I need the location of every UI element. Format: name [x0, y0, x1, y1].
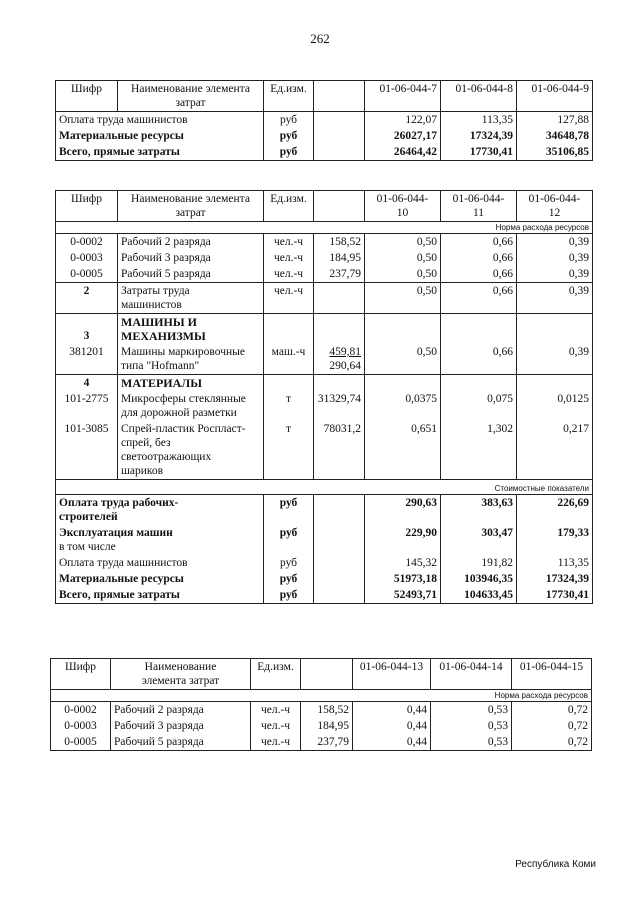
row-value: 0,53	[431, 702, 512, 719]
row-name: Спрей-пластик Роспласт- спрей, без светоотражающих шариков	[118, 421, 264, 480]
row-name: Рабочий 3 разряда	[118, 250, 264, 266]
row-value: 0,075	[441, 391, 517, 421]
row-value: 383,63	[441, 495, 517, 526]
row-value: 113,35	[441, 112, 517, 129]
row-value: 0,72	[512, 702, 592, 719]
row-price: 78031,2	[314, 421, 365, 480]
row-unit: чел.-ч	[264, 266, 314, 283]
row-unit: руб	[264, 555, 314, 571]
cost-row	[56, 555, 593, 571]
row-value: 0,39	[517, 250, 593, 266]
norm-caption-row	[51, 690, 592, 702]
table-row	[56, 344, 593, 375]
row-value: 0,39	[517, 266, 593, 283]
header-col-1: 01-06-044-7	[365, 81, 441, 112]
row-value: 26027,17	[365, 128, 441, 144]
row-value: 0,72	[512, 734, 592, 751]
table-row	[56, 128, 593, 144]
header-col-3: 01-06-044- 12	[517, 191, 593, 222]
row-value: 0,50	[365, 250, 441, 266]
norm-caption-row	[56, 222, 593, 234]
row-value: 17324,39	[441, 128, 517, 144]
row-name: Машины маркировочные типа "Hofmann"	[118, 344, 264, 375]
header-col-2: 01-06-044-14	[431, 659, 512, 690]
row-value: 0,50	[365, 283, 441, 314]
table-row	[56, 391, 593, 421]
row-value: 0,0125	[517, 391, 593, 421]
resource-table-3	[50, 658, 592, 751]
row-value: 0,66	[441, 283, 517, 314]
row-name: Материальные ресурсы	[56, 128, 264, 144]
table-row	[56, 250, 593, 266]
row-code: 2	[56, 283, 118, 314]
header-unit: Ед.изм.	[264, 81, 314, 112]
row-value: 17730,41	[517, 587, 593, 604]
section-header-row	[56, 314, 593, 345]
row-value: 0,66	[441, 344, 517, 375]
row-value: 303,47	[441, 525, 517, 555]
section-code: 3	[56, 314, 118, 345]
header-unit: Ед.изм.	[251, 659, 301, 690]
row-value: 0,44	[353, 718, 431, 734]
header-cipher: Шифр	[56, 81, 118, 112]
row-value: 229,90	[365, 525, 441, 555]
row-price: 459,81 290,64	[314, 344, 365, 375]
row-value: 0,0375	[365, 391, 441, 421]
table-row	[51, 702, 592, 719]
row-unit: чел.-ч	[251, 702, 301, 719]
row-value: 127,88	[517, 112, 593, 129]
row-unit: т	[264, 391, 314, 421]
row-code: 0-0003	[56, 250, 118, 266]
row-value: 0,39	[517, 234, 593, 251]
row-name: Рабочий 5 разряда	[111, 734, 251, 751]
row-value: 191,82	[441, 555, 517, 571]
header-col-3: 01-06-044-15	[512, 659, 592, 690]
row-value: 52493,71	[365, 587, 441, 604]
row-value: 104633,45	[441, 587, 517, 604]
row-name: Затраты труда машинистов	[118, 283, 264, 314]
row-value: 113,35	[517, 555, 593, 571]
header-price	[314, 81, 365, 112]
resource-table-2	[55, 190, 593, 604]
row-unit: чел.-ч	[264, 234, 314, 251]
row-unit: чел.-ч	[251, 734, 301, 751]
table-row	[56, 283, 593, 314]
row-value: 0,53	[431, 734, 512, 751]
row-value: 122,07	[365, 112, 441, 129]
table-header-row	[51, 659, 592, 690]
table-row	[56, 421, 593, 480]
row-value: 0,50	[365, 344, 441, 375]
norm-caption: Норма расхода ресурсов	[56, 222, 593, 234]
section-title: МАШИНЫ И МЕХАНИЗМЫ	[118, 314, 264, 345]
row-value: 0,50	[365, 266, 441, 283]
header-cipher: Шифр	[51, 659, 111, 690]
row-unit: руб	[264, 144, 314, 161]
header-col-2: 01-06-044- 11	[441, 191, 517, 222]
header-cipher: Шифр	[56, 191, 118, 222]
table-header-row	[56, 191, 593, 222]
row-value: 0,66	[441, 266, 517, 283]
row-value: 26464,42	[365, 144, 441, 161]
row-value: 0,39	[517, 344, 593, 375]
row-price: 158,52	[314, 234, 365, 251]
cost-row	[56, 571, 593, 587]
cost-caption-row	[56, 480, 593, 495]
row-value: 145,32	[365, 555, 441, 571]
row-name: Материальные ресурсы	[56, 571, 264, 587]
row-unit: руб	[264, 112, 314, 129]
row-unit: чел.-ч	[264, 250, 314, 266]
table-header-row	[56, 81, 593, 112]
norm-caption: Норма расхода ресурсов	[51, 690, 592, 702]
row-code: 101-3085	[56, 421, 118, 480]
row-name: Эксплуатация машин в том числе	[56, 525, 264, 555]
section-code: 4	[56, 375, 118, 392]
table-row	[51, 734, 592, 751]
row-value: 34648,78	[517, 128, 593, 144]
row-code: 0-0005	[51, 734, 111, 751]
header-price	[301, 659, 353, 690]
table-row	[56, 234, 593, 251]
row-value: 0,66	[441, 234, 517, 251]
row-value: 17730,41	[441, 144, 517, 161]
table-row	[56, 112, 593, 129]
cost-table-1	[55, 80, 593, 161]
table-row	[56, 266, 593, 283]
header-unit: Ед.изм.	[264, 191, 314, 222]
row-price: 184,95	[314, 250, 365, 266]
row-unit: руб	[264, 525, 314, 555]
row-price: 31329,74	[314, 391, 365, 421]
section-header-row	[56, 375, 593, 392]
section-title: МАТЕРИАЛЫ	[118, 375, 264, 392]
header-name: Наименование элемента затрат	[111, 659, 251, 690]
row-name: Рабочий 5 разряда	[118, 266, 264, 283]
row-unit: руб	[264, 571, 314, 587]
row-name: Микросферы стеклянные для дорожной разметки	[118, 391, 264, 421]
header-col-1: 01-06-044- 10	[365, 191, 441, 222]
table-row	[56, 144, 593, 161]
row-value: 0,50	[365, 234, 441, 251]
row-code: 0-0002	[51, 702, 111, 719]
row-unit: руб	[264, 495, 314, 526]
row-value: 226,69	[517, 495, 593, 526]
row-price: 237,79	[314, 266, 365, 283]
row-name: Всего, прямые затраты	[56, 587, 264, 604]
row-code: 0-0002	[56, 234, 118, 251]
header-name: Наименование элемента затрат	[118, 81, 264, 112]
header-name: Наименование элемента затрат	[118, 191, 264, 222]
cost-row	[56, 495, 593, 526]
row-value: 51973,18	[365, 571, 441, 587]
row-value: 0,53	[431, 718, 512, 734]
row-name: Рабочий 3 разряда	[111, 718, 251, 734]
row-value: 17324,39	[517, 571, 593, 587]
row-unit: т	[264, 421, 314, 480]
header-col-3: 01-06-044-9	[517, 81, 593, 112]
cost-row	[56, 525, 593, 555]
row-name: Оплата труда машинистов	[56, 555, 264, 571]
row-price: 158,52	[301, 702, 353, 719]
row-value: 0,72	[512, 718, 592, 734]
row-name: Рабочий 2 разряда	[118, 234, 264, 251]
row-unit: руб	[264, 587, 314, 604]
row-value: 103946,35	[441, 571, 517, 587]
row-unit: маш.-ч	[264, 344, 314, 375]
row-value: 0,651	[365, 421, 441, 480]
row-value: 35106,85	[517, 144, 593, 161]
footer-region-label: Республика Коми	[515, 859, 596, 870]
row-unit: руб	[264, 128, 314, 144]
page-number: 262	[310, 31, 330, 46]
row-code: 101-2775	[56, 391, 118, 421]
row-name: Оплата труда машинистов	[56, 112, 264, 129]
row-code: 0-0005	[56, 266, 118, 283]
row-code: 381201	[56, 344, 118, 375]
header-col-2: 01-06-044-8	[441, 81, 517, 112]
row-value: 0,39	[517, 283, 593, 314]
row-unit: чел.-ч	[264, 283, 314, 314]
row-value: 0,217	[517, 421, 593, 480]
header-price	[314, 191, 365, 222]
cost-row	[56, 587, 593, 604]
header-col-1: 01-06-044-13	[353, 659, 431, 690]
row-name: Оплата труда рабочих- строителей	[56, 495, 264, 526]
row-value: 0,66	[441, 250, 517, 266]
row-unit: чел.-ч	[251, 718, 301, 734]
row-code: 0-0003	[51, 718, 111, 734]
row-value: 0,44	[353, 734, 431, 751]
row-value: 1,302	[441, 421, 517, 480]
row-price: 184,95	[301, 718, 353, 734]
row-price: 237,79	[301, 734, 353, 751]
cost-caption: Стоимостные показатели	[56, 480, 593, 495]
row-value: 179,33	[517, 525, 593, 555]
row-name: Всего, прямые затраты	[56, 144, 264, 161]
row-value: 290,63	[365, 495, 441, 526]
row-name: Рабочий 2 разряда	[111, 702, 251, 719]
row-value: 0,44	[353, 702, 431, 719]
table-row	[51, 718, 592, 734]
